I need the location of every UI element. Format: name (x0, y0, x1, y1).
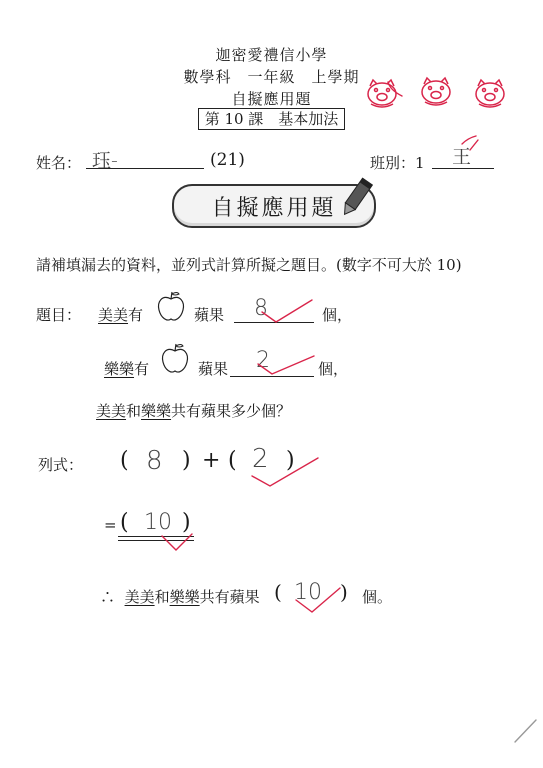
ans-value: 10 (294, 580, 322, 605)
q1-name: 美美 (98, 306, 129, 324)
q3-rest: 共有蘋果多少個？ (171, 402, 292, 420)
class-label: 班別：1 (370, 154, 425, 172)
check-mark (258, 356, 314, 374)
question-label: 題目： (36, 306, 82, 324)
ans-unit: 個。 (362, 588, 393, 606)
q2-item: 蘋果 (198, 360, 229, 378)
eq-result: 10 (144, 510, 172, 535)
class-value: 王 (452, 146, 472, 168)
check-mark (252, 458, 318, 486)
ans-and: 和 (154, 588, 170, 606)
check-mark (296, 588, 340, 612)
q2-name: 樂樂 (104, 360, 135, 378)
check-mark (162, 534, 192, 550)
ans-open: ( (274, 580, 282, 604)
q1-has: 有 (128, 306, 144, 324)
banner-title-text: 自擬應用題 (211, 195, 337, 221)
eq-close2: ) (286, 448, 295, 473)
student-number: (21) (210, 150, 245, 170)
eq-close1: ) (182, 448, 191, 473)
eq-close3: ) (182, 510, 191, 535)
q2-has: 有 (134, 360, 150, 378)
name-value: 珏- (92, 150, 118, 172)
eq-a: 8 (146, 446, 163, 476)
q2-value: 2 (256, 348, 270, 373)
check-mark (388, 82, 402, 96)
q3-name1: 美美 (96, 402, 127, 420)
ans-name1: 美美 (124, 588, 155, 606)
corner-stroke (515, 720, 536, 742)
eq-plus: + (202, 448, 221, 473)
subject-line: 數學科 一年級 上學期 (183, 68, 360, 86)
q1-item: 蘋果 (194, 306, 225, 324)
school-name: 迦密愛禮信小學 (215, 46, 328, 64)
ans-rest: 共有蘋果 (199, 588, 260, 606)
q2-unit: 個， (318, 360, 349, 378)
therefore-symbol: ∴ (100, 588, 116, 606)
equation-label: 列式： (38, 456, 84, 474)
topic-title: 自擬應用題 (231, 90, 312, 108)
q3-name2: 樂樂 (141, 402, 172, 420)
eq-b: 2 (252, 444, 269, 474)
lesson-box: 第 10 課 基本加法 (198, 108, 346, 130)
instruction: 請補填漏去的資料，並列式計算所擬之題目。(數字不可大於 10) (36, 256, 462, 274)
name-label: 姓名： (36, 154, 82, 172)
eq-equals: = (104, 516, 117, 534)
eq-open2: ( (228, 448, 237, 473)
q3-and: 和 (126, 402, 142, 420)
ans-name2: 樂樂 (169, 588, 200, 606)
eq-open1: ( (120, 448, 129, 473)
check-mark (462, 136, 478, 150)
ans-close: ) (340, 580, 348, 604)
q1-value: 8 (254, 296, 268, 321)
check-mark (262, 300, 312, 322)
q1-unit: 個， (322, 306, 353, 324)
eq-open3: ( (120, 510, 129, 535)
